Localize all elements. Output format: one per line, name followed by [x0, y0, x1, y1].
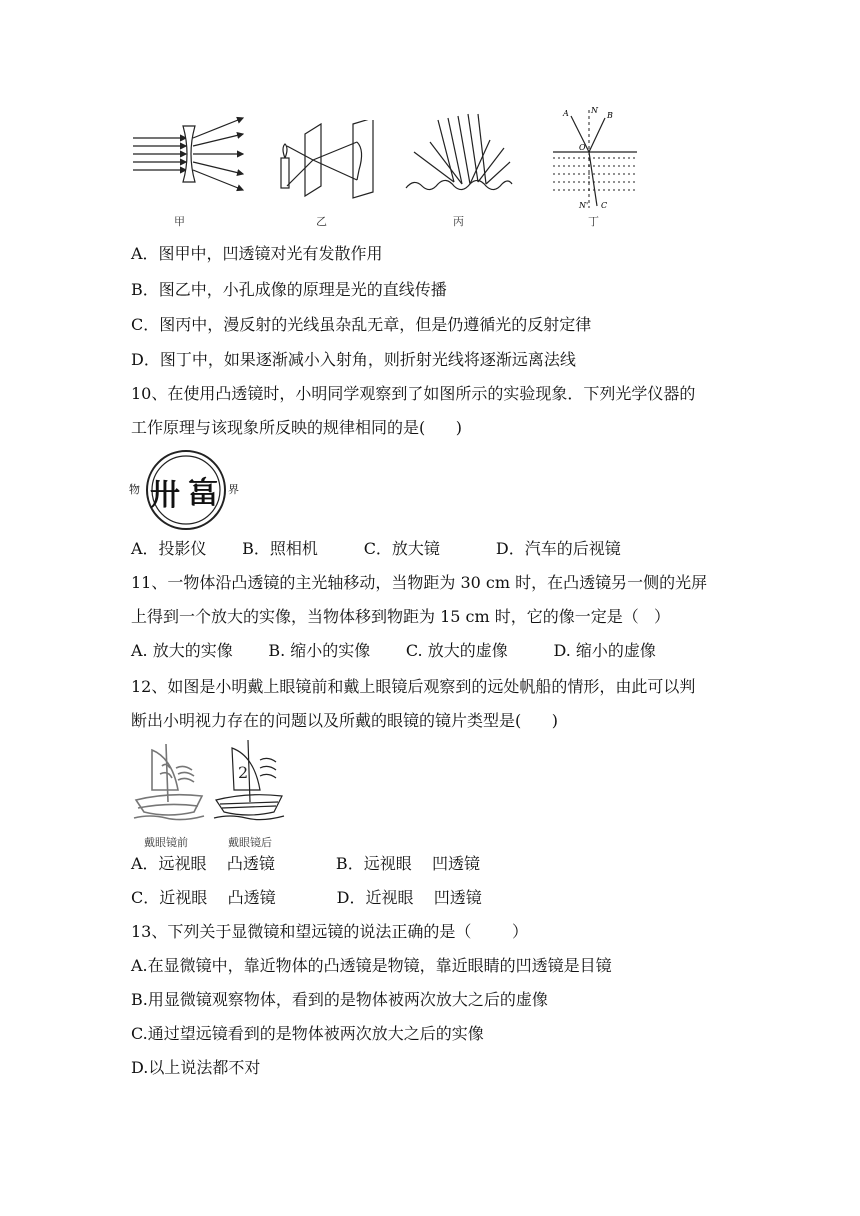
q13-option-a: A.在显微镜中，靠近物体的凸透镜是物镜，靠近眼睛的凹透镜是目镜 — [131, 956, 612, 975]
q12-stem-line2: 断出小明视力存在的问题以及所戴的眼镜的镜片类型是( ) — [131, 711, 559, 730]
q12-options-line1: A．远视眼 凸透镜 B．远视眼 凹透镜 — [131, 854, 481, 873]
q10-figure-inner-left: 卅 — [150, 478, 178, 513]
q9-option-c: C．图丙中，漫反射的光线虽杂乱无章，但是仍遵循光的反射定律 — [131, 315, 592, 334]
caption-bing: 丙 — [453, 215, 464, 228]
caption-ding: 丁 — [588, 215, 599, 228]
caption-jia: 甲 — [174, 215, 185, 228]
q13-option-c: C.通过望远镜看到的是物体被两次放大之后的实像 — [131, 1024, 484, 1043]
q9-option-a: A．图甲中，凹透镜对光有发散作用 — [131, 244, 383, 263]
ding-label-n2: N' — [579, 201, 589, 210]
q11-options: A. 放大的实像 B. 缩小的实像 C. 放大的虚像 D. 缩小的虚像 — [131, 641, 656, 660]
figure-yi-pinhole — [273, 120, 385, 200]
figure-q12-boat-before — [132, 738, 207, 824]
figure-bing-diffuse-reflection — [404, 112, 514, 196]
q10-stem-line2: 工作原理与该现象所反映的规律相同的是( ) — [131, 418, 463, 437]
q9-option-b: B．图乙中，小孔成像的原理是光的直线传播 — [131, 280, 447, 299]
ding-label-c: C — [601, 201, 608, 210]
ding-label-o: O — [579, 143, 586, 152]
caption-before-glasses: 戴眼镜前 — [144, 836, 188, 849]
q11-stem-line2: 上得到一个放大的实像，当物体移到物距为 15 cm 时，它的像一定是（ ） — [131, 607, 671, 626]
q13-option-b: B.用显微镜观察物体，看到的是物体被两次放大之后的虚像 — [131, 990, 548, 1009]
figure-q10-magnifier — [128, 448, 238, 532]
caption-after-glasses: 戴眼镜后 — [228, 836, 272, 849]
svg-text:2: 2 — [238, 763, 249, 782]
q10-stem-line1: 10、在使用凸透镜时，小明同学观察到了如图所示的实验现象．下列光学仪器的 — [131, 384, 696, 403]
q9-option-d: D．图丁中，如果逐渐减小入射角，则折射光线将逐渐远离法线 — [131, 350, 576, 369]
ding-label-n: N — [591, 106, 598, 115]
figure-jia-concave-lens — [131, 112, 246, 194]
q10-figure-left-char: 物 — [129, 483, 140, 496]
q12-options-line2: C．近视眼 凸透镜 D．近视眼 凹透镜 — [131, 888, 482, 907]
ding-label-b: B — [607, 111, 613, 120]
q10-options: A．投影仪 B．照相机 C．放大镜 D．汽车的后视镜 — [131, 539, 621, 558]
q12-stem-line1: 12、如图是小明戴上眼镜前和戴上眼镜后观察到的远处帆船的情形，由此可以判 — [131, 677, 696, 696]
figure-ding-refraction — [549, 104, 639, 212]
figure-q12-boat-after — [212, 738, 287, 824]
q13-stem: 13、下列关于显微镜和望远镜的说法正确的是（ ） — [131, 922, 529, 941]
q10-figure-right-char: 界 — [228, 483, 239, 496]
caption-yi: 乙 — [316, 215, 327, 228]
q11-stem-line1: 11、一物体沿凸透镜的主光轴移动，当物距为 30 cm 时，在凸透镜另一侧的光屏 — [131, 573, 708, 592]
q13-option-d: D.以上说法都不对 — [131, 1058, 261, 1077]
q10-figure-inner-right: 畗 — [188, 476, 218, 511]
ding-label-a: A — [563, 109, 569, 118]
